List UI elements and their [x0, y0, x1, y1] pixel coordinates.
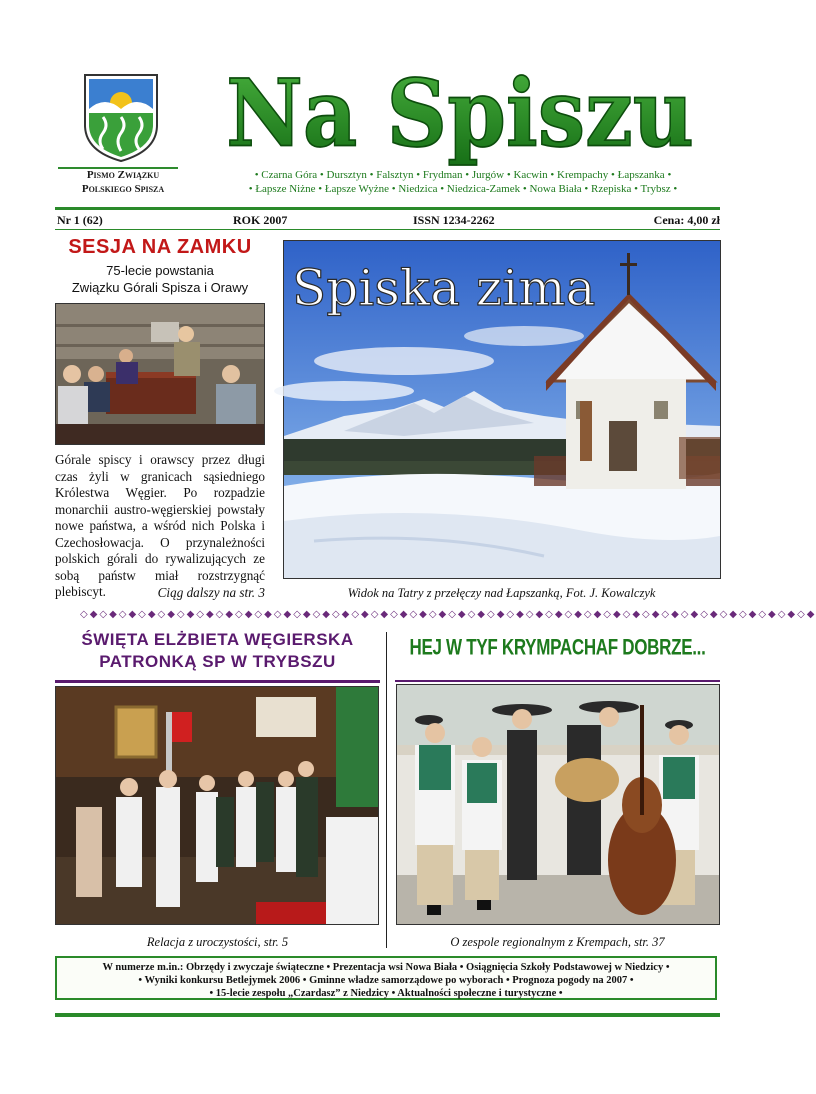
issue-info-bar [55, 211, 720, 229]
sesja-headline: SESJA NA ZAMKU [68, 236, 252, 258]
hej-headline: HEJ W TYF KRYMPACHAF DOBRZE... [409, 635, 706, 660]
feature-photo-winter [283, 240, 721, 579]
villages-list [198, 168, 728, 196]
publisher-line-2: Polskiego Spisza [81, 183, 165, 195]
elzbieta-headline-line-2: PATRONKĄ SP W TRYBSZU [99, 652, 336, 671]
feature-headline: Spiska zima [292, 259, 596, 317]
sesja-body-text: Górale spiscy i orawscy przez długi czas żyli w granicach sąsiedniego Królestwa Węgier. Po rozpadzie monarchii austro-węgierskiej powstały nowe państwa, a wśród nich Polska i Czechosłowacja. O przynależności polskich górali do rywalizujących ze sobą państw miał rozstrzygnąć plebiscyt. [55, 452, 265, 599]
toc-line-2: • Wyniki konkursu Betlejymek 2006 • Gminne władze samorządowe po wyborach • Prognoza pogody na 2007 • [138, 975, 634, 986]
villages-line-1: • Czarna Góra • Dursztyn • Falsztyn • Frydman • Jurgów • Kacwin • Krempachy • Łapszanka • [254, 169, 672, 181]
publisher-name [58, 168, 188, 196]
bottom-rule [55, 1013, 720, 1017]
issue-bar-bottom-rule [55, 229, 720, 230]
sesja-continued-link[interactable]: Ciąg dalszy na str. 3 [157, 584, 265, 600]
sesja-photo [55, 303, 265, 445]
elzbieta-headline [55, 629, 380, 673]
elzbieta-rule [55, 680, 380, 683]
decorative-diamond-divider: ◇◆◇◆◇◆◇◆◇◆◇◆◇◆◇◆◇◆◇◆◇◆◇◆◇◆◇◆◇◆◇◆◇◆◇◆◇◆◇◆◇◆◇◆◇◆◇◆◇◆◇◆◇◆◇◆◇◆◇◆◇◆◇◆◇◆◇◆◇◆◇◆◇◆◇◆ [80, 609, 816, 620]
top-rule [55, 207, 720, 210]
sesja-subtitle-line-1: 75-lecie powstania [106, 263, 214, 278]
feature-photo-caption: Widok na Tatry z przełęczy nad Łapszanką, Fot. J. Kowalczyk [347, 586, 656, 600]
coat-of-arms-logo [83, 73, 159, 163]
table-of-contents [55, 956, 717, 1000]
sesja-subtitle [55, 262, 265, 296]
issue-price: Cena: 4,00 zł [653, 213, 720, 227]
sesja-body [55, 452, 265, 601]
elzbieta-headline-line-1: ŚWIĘTA ELŻBIETA WĘGIERSKA [81, 630, 354, 649]
toc-line-3: • 15-lecie zespołu „Czardasz” z Niedzicy • Aktualności społeczne i turystyczne • [209, 988, 563, 999]
masthead-title-text: Na Spiszu [226, 58, 694, 168]
hej-caption: O zespole regionalnym z Krempach, str. 37 [450, 935, 665, 949]
elzbieta-photo [55, 686, 379, 925]
column-divider [386, 632, 387, 948]
masthead-title [210, 58, 710, 172]
hej-photo [396, 684, 720, 925]
hej-rule [395, 680, 720, 682]
issue-number: Nr 1 (62) [57, 213, 103, 227]
elzbieta-caption: Relacja z uroczystości, str. 5 [146, 935, 289, 949]
publisher-line-1: Pismo Związku [86, 169, 160, 181]
issue-year: ROK 2007 [233, 213, 288, 227]
villages-line-2: • Łapsze Niżne • Łapsze Wyżne • Niedzica • Niedzica-Zamek • Nowa Biała • Rzepiska • Trybsz • [248, 183, 678, 195]
sesja-subtitle-line-2: Związku Górali Spisza i Orawy [71, 280, 249, 295]
issue-issn: ISSN 1234-2262 [413, 213, 495, 227]
toc-line-1: W numerze m.in.: Obrzędy i zwyczaje świąteczne • Prezentacja wsi Nowa Biała • Osiągnięcia Szkoły Podstawowej w Niedzicy • [102, 962, 670, 973]
